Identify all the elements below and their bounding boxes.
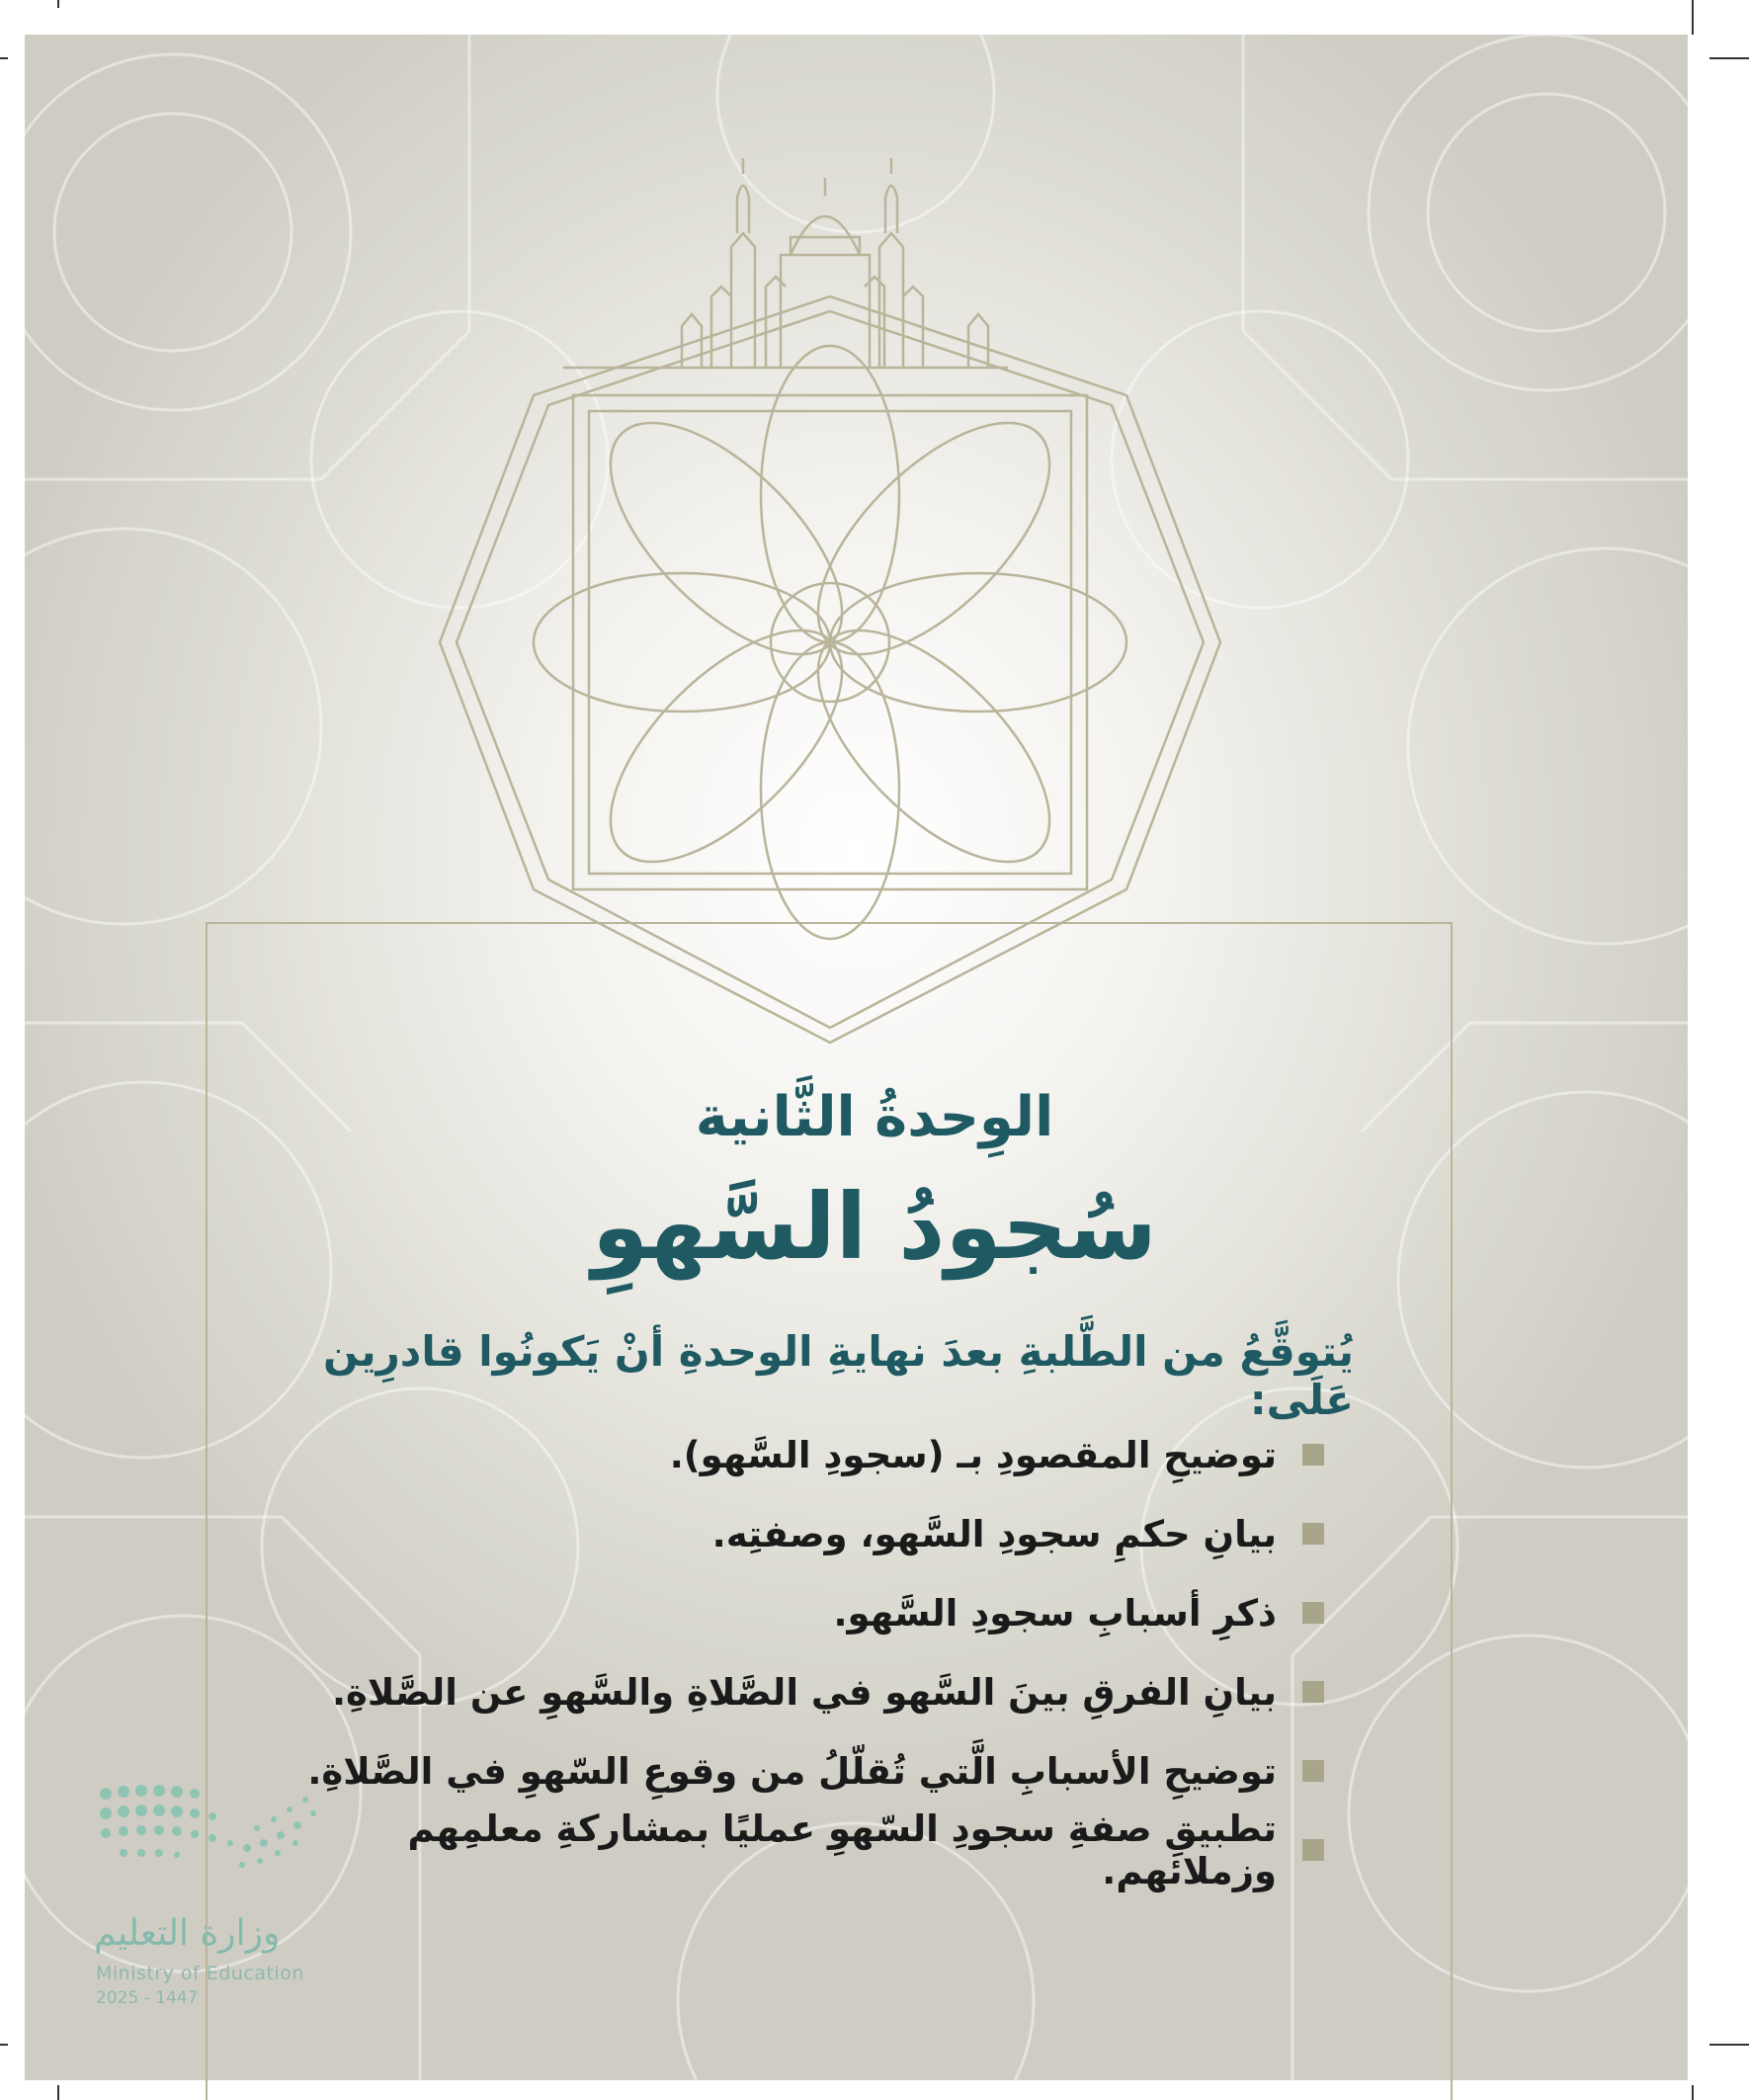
ministry-logo-dots-icon <box>94 1774 321 1892</box>
list-item <box>296 1652 1324 1731</box>
square-bullet-icon <box>1302 1760 1324 1782</box>
ministry-logo-arabic: وزارة التعليم <box>94 1913 281 1954</box>
objective-text: تطبيقِ صفةِ سجودِ السّهوِ عمليًا بمشاركةِ معلمِهم وزملائهم. <box>407 1807 1277 1892</box>
square-bullet-icon <box>1302 1839 1324 1861</box>
square-bullet-icon <box>1302 1523 1324 1545</box>
ministry-logo-english: Ministry of Education <box>96 1963 304 1984</box>
square-bullet-icon <box>1302 1681 1324 1703</box>
objectives-list <box>296 1415 1324 1890</box>
ministry-logo-year: 2025 - 1447 <box>96 1988 199 2008</box>
objective-text: توضيحِ المقصودِ بـ (سجودِ السَّهو). <box>669 1433 1277 1476</box>
list-item <box>296 1415 1324 1494</box>
eight-petal-rosette-icon <box>440 296 1220 1043</box>
unit-title: سُجودُ السَّهوِ <box>592 1174 1157 1280</box>
list-item <box>296 1494 1324 1573</box>
list-item <box>296 1807 1324 1892</box>
objective-text: بيانِ الفرقِ بينَ السَّهو في الصَّلاةِ والسَّهوِ عن الصَّلاةِ. <box>331 1670 1277 1714</box>
mosque-skyline-icon <box>563 158 1008 368</box>
square-bullet-icon <box>1302 1444 1324 1466</box>
objectives-intro: يُتوقَّعُ من الطَّلبةِ بعدَ نهايةِ الوحدةِ أنْ يَكونُوا قادرِين عَلَى: <box>323 1327 1354 1424</box>
objective-text: ذكرِ أسبابِ سجودِ السَّهو. <box>833 1591 1277 1635</box>
list-item <box>296 1731 1324 1810</box>
list-item <box>296 1573 1324 1652</box>
square-bullet-icon <box>1302 1602 1324 1624</box>
objective-text: توضيحِ الأسبابِ الَّتي تُقلّلُ من وقوعِ السّهوِ في الصَّلاةِ. <box>307 1749 1277 1793</box>
unit-label: الوِحدةُ الثَّانية <box>695 1085 1054 1149</box>
objective-text: بيانِ حكمِ سجودِ السَّهو، وصفتِه. <box>711 1512 1277 1555</box>
